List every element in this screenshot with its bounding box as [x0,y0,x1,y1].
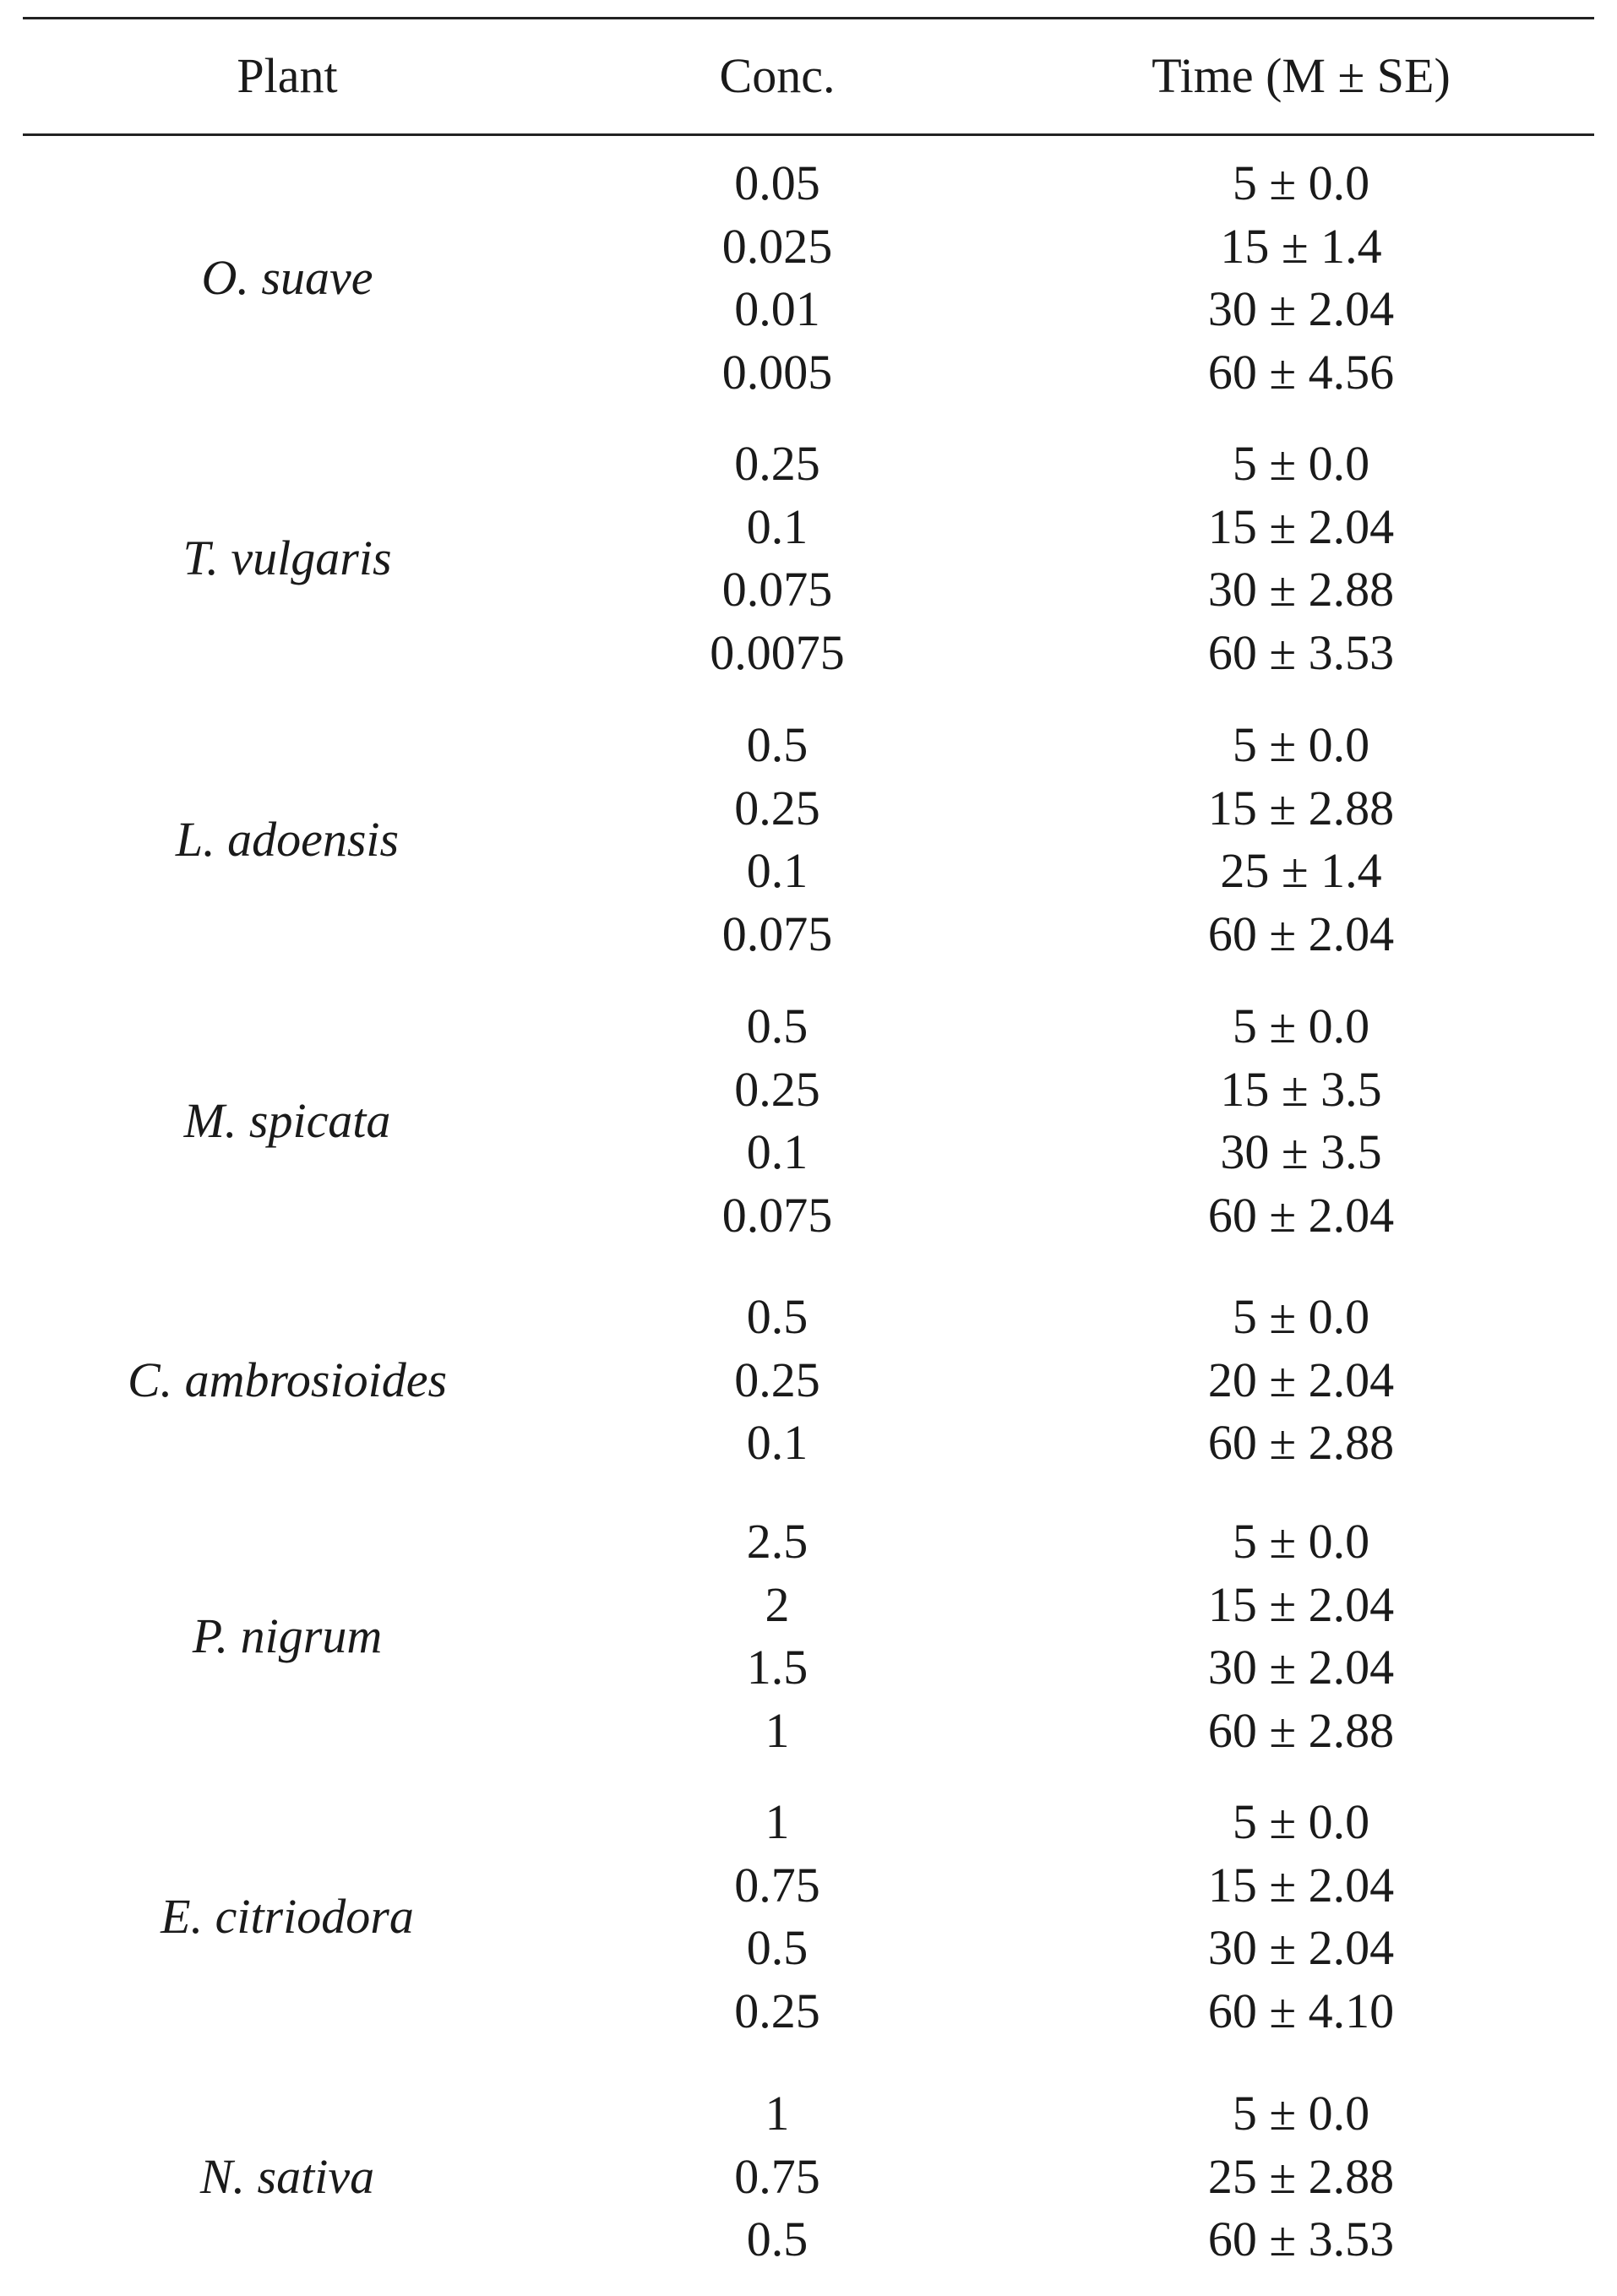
conc-value: 0.5 [746,2212,808,2266]
time-value: 30 ± 2.88 [1207,562,1395,617]
conc-value: 0.25 [734,1352,820,1407]
conc-value: 0.25 [734,436,820,491]
plant-group [0,433,1617,684]
conc-value: 0.5 [746,1920,808,1975]
time-value: 5 ± 0.0 [1232,1514,1370,1569]
time-value: 60 ± 3.53 [1207,2212,1395,2266]
conc-value: 0.5 [746,717,808,772]
plant-group [0,1510,1617,1762]
conc-value: 0.075 [721,562,833,617]
table-top-rule [23,17,1594,19]
header-conc: Conc. [719,48,836,103]
time-value: 5 ± 0.0 [1232,717,1370,772]
conc-value: 0.25 [734,1061,820,1117]
conc-value: 0.05 [734,155,820,210]
plant-name: L. adoensis [175,812,400,867]
time-value: 60 ± 4.56 [1207,344,1395,400]
conc-value: 0.1 [746,1124,808,1179]
conc-value: 1 [765,1794,790,1849]
time-value: 15 ± 1.4 [1220,218,1382,274]
time-value: 60 ± 2.88 [1207,1415,1395,1470]
plant-name: C. ambrosioides [127,1352,448,1407]
time-value: 30 ± 2.04 [1207,1920,1395,1975]
time-value: 60 ± 2.04 [1207,1187,1395,1243]
plant-group [0,2082,1617,2272]
conc-value: 0.0075 [710,624,845,680]
conc-value: 0.075 [721,1187,833,1243]
table-header-rule [23,133,1594,136]
time-value: 5 ± 0.0 [1232,436,1370,491]
conc-value: 2 [765,1576,790,1632]
time-value: 15 ± 3.5 [1220,1061,1382,1117]
conc-value: 0.1 [746,1415,808,1470]
conc-value: 0.01 [734,281,820,336]
time-value: 15 ± 2.04 [1207,1576,1395,1632]
time-value: 5 ± 0.0 [1232,2086,1370,2141]
plant-name: O. suave [201,250,373,305]
conc-value: 0.25 [734,1983,820,2038]
conc-value: 0.075 [721,906,833,961]
time-value: 20 ± 2.04 [1207,1352,1395,1407]
time-value: 5 ± 0.0 [1232,155,1370,210]
plant-group [0,995,1617,1247]
conc-value: 2.5 [746,1514,808,1569]
conc-value: 0.5 [746,998,808,1053]
time-value: 25 ± 1.4 [1220,843,1382,898]
conc-value: 0.75 [734,1857,820,1912]
conc-value: 1 [765,1702,790,1758]
plant-group [0,1286,1617,1475]
time-value: 60 ± 3.53 [1207,624,1395,680]
plant-name: M. spicata [183,1093,391,1148]
time-value: 30 ± 3.5 [1220,1124,1382,1179]
conc-value: 0.1 [746,843,808,898]
plant-name: P. nigrum [192,1608,383,1663]
conc-value: 0.25 [734,780,820,835]
plant-group [0,714,1617,966]
table-header-row [0,34,1617,118]
time-value: 60 ± 2.04 [1207,906,1395,961]
conc-value: 0.1 [746,498,808,554]
header-plant: Plant [237,48,338,103]
conc-value: 0.5 [746,1289,808,1344]
plant-name: E. citriodora [161,1889,414,1944]
plant-group [0,152,1617,404]
time-value: 15 ± 2.04 [1207,1857,1395,1912]
conc-value: 0.75 [734,2148,820,2204]
header-time: Time (M ± SE) [1152,48,1451,103]
time-value: 5 ± 0.0 [1232,1794,1370,1849]
time-value: 5 ± 0.0 [1232,1289,1370,1344]
conc-value: 0.025 [721,218,833,274]
conc-value: 1 [765,2086,790,2141]
time-value: 60 ± 4.10 [1207,1983,1395,2038]
time-value: 15 ± 2.04 [1207,498,1395,554]
time-value: 30 ± 2.04 [1207,1640,1395,1695]
time-value: 30 ± 2.04 [1207,281,1395,336]
plant-name: T. vulgaris [182,530,392,585]
plant-group [0,1791,1617,2043]
time-value: 15 ± 2.88 [1207,780,1395,835]
conc-value: 1.5 [746,1640,808,1695]
time-value: 25 ± 2.88 [1207,2148,1395,2204]
time-value: 5 ± 0.0 [1232,998,1370,1053]
plant-name: N. sativa [199,2149,375,2204]
time-value: 60 ± 2.88 [1207,1702,1395,1758]
conc-value: 0.005 [721,344,833,400]
